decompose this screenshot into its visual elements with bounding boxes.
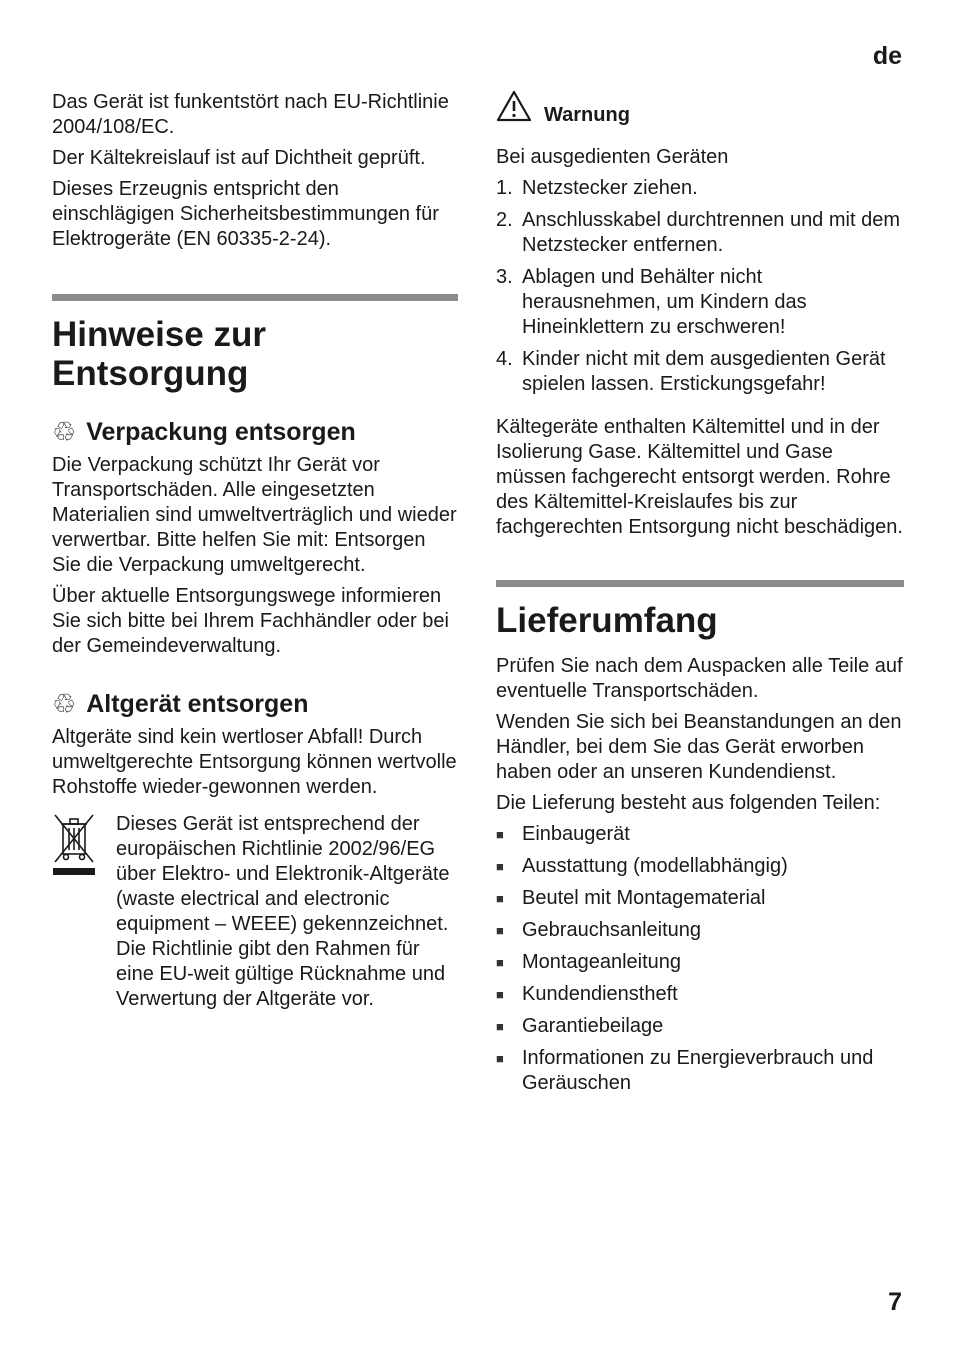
right-column <box>496 90 904 1103</box>
heading-text: Verpackung entsorgen <box>86 418 356 446</box>
packaging-paragraph: Über aktuelle Entsorgungswege informieren Sie sich bitte bei Ihrem Fachhändler oder bei der Gemeindeverwaltung. <box>52 585 449 657</box>
bullet-icon: ■ <box>496 923 504 938</box>
intro-paragraph: Der Kältekreislauf ist auf Dichtheit geprüft. <box>52 147 426 169</box>
recycle-icon: ♲ <box>52 689 77 719</box>
warning-note: Kältegeräte enthalten Kältemittel und in der Isolierung Gase. Kältemittel und Gase müssen fachgerecht entsorgt werden. Rohre des Kältemittel-Kreislaufes bis zur fachgerechten Entsorgung nicht beschädigen. <box>496 416 903 538</box>
intro-paragraph: Dieses Erzeugnis entspricht den einschlägigen Sicherheitsbestimmungen für Elektrogeräte (EN 60335-2-24). <box>52 178 439 250</box>
delivery-items <box>496 822 904 1096</box>
item-text: Beutel mit Montagematerial <box>522 887 766 909</box>
list-item <box>496 822 904 847</box>
list-item <box>496 854 904 879</box>
delivery-paragraph: Die Lieferung besteht aus folgenden Teilen: <box>496 792 881 814</box>
warning-intro: Bei ausgedienten Geräten <box>496 146 729 168</box>
section-divider <box>496 580 904 587</box>
bullet-icon: ■ <box>496 859 504 874</box>
step-number: 3. <box>496 266 513 288</box>
list-item <box>496 886 904 911</box>
step-text: Netzstecker ziehen. <box>522 177 698 199</box>
warning-heading <box>496 90 904 127</box>
step-text: Kinder nicht mit dem ausgedienten Gerät spielen lassen. Erstickungsgefahr! <box>522 348 886 395</box>
packaging-heading <box>52 417 458 447</box>
heading-text: Altgerät entsorgen <box>86 690 309 718</box>
item-text: Informationen zu Energieverbrauch und Geräuschen <box>522 1047 874 1094</box>
step-text: Ablagen und Behälter nicht herausnehmen, um Kindern das Hineinklettern zu erschweren! <box>522 266 807 338</box>
warning-steps <box>496 176 904 397</box>
page-number: 7 <box>888 1288 902 1316</box>
list-item <box>496 982 904 1007</box>
item-text: Einbaugerät <box>522 823 630 845</box>
weee-paragraph: Dieses Gerät ist entsprechend der europäischen Richtlinie 2002/96/EG über Elektro- und Elektronik-Altgeräte (waste electrical and electronic equipment – WEEE) gekennzeichnet. Die Richtlinie gibt den Rahmen für eine EU-weit gültige Rücknahme und Verwertung der Altgeräte vor. <box>116 813 450 1010</box>
packaging-paragraph: Die Verpackung schützt Ihr Gerät vor Transportschäden. Alle eingesetzten Materialien sind umweltverträglich und wieder verwertbar. Bitte helfen Sie mit: Entsorgen Sie die Verpackung umweltgerecht. <box>52 454 457 576</box>
step-text: Anschlusskabel durchtrennen und mit dem Netzstecker entfernen. <box>522 209 900 256</box>
left-column <box>52 90 458 1012</box>
old-device-heading <box>52 689 458 719</box>
delivery-paragraph: Wenden Sie sich bei Beanstandungen an den Händler, bei dem Sie das Gerät erworben haben oder an unseren Kundendienst. <box>496 711 902 783</box>
list-item <box>496 1014 904 1039</box>
language-tag: de <box>872 42 902 70</box>
item-text: Kundendienstheft <box>522 983 678 1005</box>
weee-notice <box>52 812 458 1012</box>
bullet-icon: ■ <box>496 1019 504 1034</box>
section-title-disposal <box>52 315 458 393</box>
item-text: Gebrauchsanleitung <box>522 919 702 941</box>
warning-triangle-icon <box>496 90 532 127</box>
recycle-icon: ♲ <box>52 417 77 447</box>
old-device-paragraph: Altgeräte sind kein wertloser Abfall! Durch umweltgerechte Entsorgung können wertvolle Rohstoffe wieder-gewonnen werden. <box>52 726 457 798</box>
step-number: 2. <box>496 209 513 231</box>
list-item <box>496 265 904 340</box>
intro-paragraph: Das Gerät ist funkentstört nach EU-Richtlinie 2004/108/EC. <box>52 91 449 138</box>
title-line: Entsorgung <box>52 354 249 393</box>
step-number: 4. <box>496 348 513 370</box>
list-item <box>496 918 904 943</box>
title-line: Hinweise zur <box>52 315 266 354</box>
bullet-icon: ■ <box>496 987 504 1002</box>
delivery-paragraph: Prüfen Sie nach dem Auspacken alle Teile auf eventuelle Transportschäden. <box>496 655 903 702</box>
item-text: Garantiebeilage <box>522 1015 664 1037</box>
list-item <box>496 347 904 397</box>
crossed-bin-icon <box>52 812 116 1012</box>
list-item <box>496 208 904 258</box>
bullet-icon: ■ <box>496 827 504 842</box>
step-number: 1. <box>496 177 513 199</box>
list-item <box>496 950 904 975</box>
bullet-icon: ■ <box>496 955 504 970</box>
bullet-icon: ■ <box>496 891 504 906</box>
item-text: Montageanleitung <box>522 951 682 973</box>
bullet-icon: ■ <box>496 1051 504 1066</box>
section-divider <box>52 294 458 301</box>
section-title-delivery: Lieferumfang <box>496 601 718 640</box>
list-item <box>496 176 904 201</box>
list-item <box>496 1046 904 1096</box>
item-text: Ausstattung (modellabhängig) <box>522 855 788 877</box>
warning-label: Warnung <box>544 104 630 126</box>
